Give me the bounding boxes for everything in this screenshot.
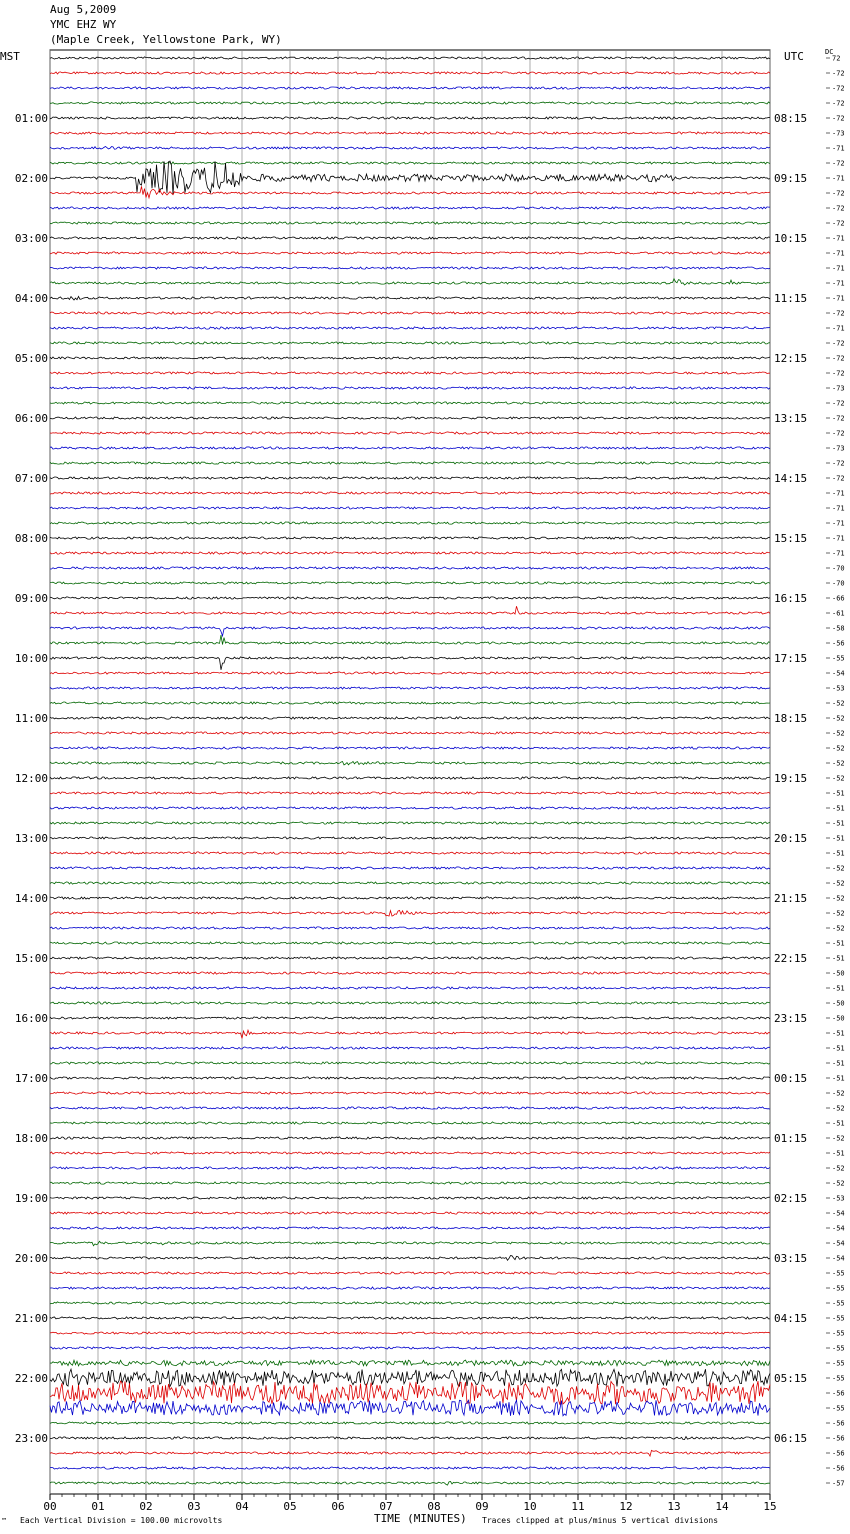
trace-row-70 (50, 1107, 770, 1109)
dc-offset-label: -72 (832, 69, 845, 78)
right-hour-label: 20:15 (774, 832, 808, 845)
dc-offset-label: -56 (832, 1419, 845, 1428)
trace-row-12 (50, 237, 770, 239)
trace-row-22 (50, 387, 770, 389)
dc-offset-label: -52 (832, 759, 845, 768)
dc-offset-label: -72 (832, 399, 845, 408)
trace-row-29 (50, 492, 770, 494)
dc-offset-label: -51 (832, 819, 845, 828)
dc-offset-label: -53 (832, 1194, 845, 1203)
x-tick-label: 07 (379, 1500, 393, 1513)
left-hour-label: 04:00 (14, 292, 48, 305)
dc-offset-label: -52 (832, 1089, 845, 1098)
trace-row-56 (50, 897, 770, 899)
trace-row-1 (50, 72, 770, 74)
dc-offset-label: -55 (832, 1299, 845, 1308)
trace-row-82 (50, 1287, 770, 1289)
right-hour-label: 05:15 (774, 1372, 808, 1385)
dc-offset-label: -51 (832, 804, 845, 813)
trace-row-38 (50, 627, 770, 636)
dc-offset-label: -55 (832, 1359, 845, 1368)
trace-row-20 (50, 357, 770, 359)
right-hour-label: 21:15 (774, 892, 808, 905)
right-hour-label: 23:15 (774, 1012, 808, 1025)
trace-row-45 (50, 732, 770, 734)
right-hour-label: 02:15 (774, 1192, 808, 1205)
trace-row-27 (50, 462, 770, 464)
dc-offset-label: -52 (832, 1104, 845, 1113)
left-hour-label: 08:00 (14, 532, 48, 545)
dc-offset-label: -54 (832, 1224, 845, 1233)
x-tick-label: 09 (475, 1500, 489, 1513)
trace-row-28 (50, 477, 770, 479)
trace-row-40 (50, 657, 770, 670)
right-hour-label: 17:15 (774, 652, 808, 665)
dc-offset-label: -52 (832, 879, 845, 888)
trace-row-2 (50, 87, 770, 89)
dc-offset-label: -54 (832, 1209, 845, 1218)
dc-offset-label: -72 (832, 99, 845, 108)
x-tick-label: 00 (43, 1500, 57, 1513)
dc-offset-label: -71 (832, 279, 845, 288)
right-hour-label: 10:15 (774, 232, 808, 245)
dc-offset-label: -71 (832, 534, 845, 543)
dc-offset-label: -51 (832, 1119, 845, 1128)
dc-offset-label: -72 (832, 189, 845, 198)
trace-row-0 (50, 57, 770, 59)
dc-offset-label: -71 (832, 234, 845, 243)
dc-offset-label: -71 (832, 294, 845, 303)
trace-row-36 (50, 597, 770, 599)
left-hour-label: 15:00 (14, 952, 48, 965)
trace-row-42 (50, 687, 770, 689)
right-hour-label: 22:15 (774, 952, 808, 965)
dc-offset-label: -71 (832, 489, 845, 498)
dc-offset-label: -52 (832, 774, 845, 783)
trace-row-3 (50, 102, 770, 104)
trace-row-30 (50, 507, 770, 509)
trace-row-8 (50, 161, 770, 195)
dc-offset-label: -72 (832, 159, 845, 168)
left-hour-label: 07:00 (14, 472, 48, 485)
trace-row-64 (50, 1017, 770, 1019)
dc-offset-label: -53 (832, 684, 845, 693)
trace-row-41 (50, 672, 770, 674)
trace-row-35 (50, 582, 770, 584)
trace-row-73 (50, 1152, 770, 1154)
dc-offset-label: -51 (832, 1059, 845, 1068)
dc-offset-label: -72 (832, 84, 845, 93)
trace-row-78 (50, 1227, 770, 1229)
x-tick-label: 04 (235, 1500, 249, 1513)
right-hour-label: 18:15 (774, 712, 808, 725)
right-hour-label: 16:15 (774, 592, 808, 605)
dc-offset-label: -51 (832, 834, 845, 843)
dc-offset-label: -52 (832, 714, 845, 723)
x-tick-label: 15 (763, 1500, 777, 1513)
left-hour-label: 16:00 (14, 1012, 48, 1025)
trace-row-87 (50, 1360, 770, 1366)
left-hour-label: 23:00 (14, 1432, 48, 1445)
trace-row-61 (50, 972, 770, 974)
trace-row-59 (50, 942, 770, 944)
dc-offset-label: -55 (832, 1314, 845, 1323)
trace-row-7 (50, 162, 770, 164)
left-hour-label: 01:00 (14, 112, 48, 125)
dc-offset-label: -52 (832, 864, 845, 873)
left-hour-label: 12:00 (14, 772, 48, 785)
dc-offset-label: -51 (832, 789, 845, 798)
right-timezone-label: UTC (784, 50, 804, 63)
dc-offset-label: -50 (832, 999, 845, 1008)
right-hour-label: 19:15 (774, 772, 808, 785)
right-hour-label: 12:15 (774, 352, 808, 365)
dc-offset-label: -56 (832, 1389, 845, 1398)
dc-offset-label: -71 (832, 549, 845, 558)
trace-row-5 (50, 132, 770, 134)
dc-offset-label: -52 (832, 924, 845, 933)
trace-row-44 (50, 717, 770, 719)
trace-row-69 (50, 1092, 770, 1094)
trace-row-31 (50, 522, 770, 524)
trace-row-54 (50, 867, 770, 869)
trace-row-11 (50, 222, 770, 224)
dc-offset-label: -56 (832, 639, 845, 648)
dc-offset-label: -71 (832, 264, 845, 273)
trace-row-47 (50, 762, 770, 765)
dc-offset-label: -51 (832, 984, 845, 993)
trace-row-4 (50, 117, 770, 119)
trace-row-63 (50, 1002, 770, 1004)
trace-row-46 (50, 747, 770, 749)
x-tick-label: 05 (283, 1500, 297, 1513)
dc-offset-header: DC (825, 48, 834, 56)
dc-offset-label: -51 (832, 1074, 845, 1083)
dc-offset-label: -73 (832, 384, 845, 393)
x-tick-label: 13 (667, 1500, 681, 1513)
dc-offset-label: -72 (832, 309, 845, 318)
dc-offset-label: -55 (832, 654, 845, 663)
trace-row-37 (50, 606, 770, 614)
dc-offset-label: -73 (832, 444, 845, 453)
dc-offset-label: -55 (832, 1344, 845, 1353)
trace-row-57 (50, 910, 770, 916)
trace-row-84 (50, 1317, 770, 1319)
trace-row-13 (50, 252, 770, 254)
dc-offset-label: -51 (832, 1044, 845, 1053)
dc-offset-label: -52 (832, 894, 845, 903)
dc-offset-label: -56 (832, 1449, 845, 1458)
station-code: YMC EHZ WY (50, 18, 117, 31)
dc-offset-label: -61 (832, 609, 845, 618)
dc-offset-label: 72 (832, 54, 841, 63)
left-hour-label: 18:00 (14, 1132, 48, 1145)
dc-offset-label: -55 (832, 1269, 845, 1278)
trace-row-10 (50, 207, 770, 209)
dc-offset-label: -50 (832, 969, 845, 978)
dc-offset-label: -52 (832, 1164, 845, 1173)
dc-offset-label: -55 (832, 1284, 845, 1293)
trace-row-33 (50, 552, 770, 554)
trace-row-86 (50, 1347, 770, 1349)
trace-row-81 (50, 1272, 770, 1274)
trace-row-79 (50, 1241, 770, 1245)
dc-offset-label: -72 (832, 219, 845, 228)
dc-offset-label: -52 (832, 1134, 845, 1143)
dc-offset-label: -55 (832, 1329, 845, 1338)
trace-row-91 (50, 1422, 770, 1424)
dc-offset-label: -71 (832, 519, 845, 528)
right-hour-label: 15:15 (774, 532, 808, 545)
left-hour-label: 20:00 (14, 1252, 48, 1265)
dc-offset-label: -52 (832, 1179, 845, 1188)
right-hour-label: 00:15 (774, 1072, 808, 1085)
trace-row-62 (50, 987, 770, 989)
dc-offset-label: -72 (832, 429, 845, 438)
dc-offset-label: -55 (832, 1374, 845, 1383)
x-tick-label: 02 (139, 1500, 153, 1513)
trace-row-60 (50, 957, 770, 959)
trace-row-75 (50, 1182, 770, 1184)
dc-offset-label: -51 (832, 849, 845, 858)
left-hour-label: 19:00 (14, 1192, 48, 1205)
left-hour-label: 11:00 (14, 712, 48, 725)
trace-row-85 (50, 1332, 770, 1334)
dc-offset-label: -54 (832, 1254, 845, 1263)
trace-row-26 (50, 447, 770, 449)
dc-offset-label: -51 (832, 939, 845, 948)
dc-offset-label: -52 (832, 909, 845, 918)
trace-row-68 (50, 1077, 770, 1079)
dc-offset-label: -56 (832, 1434, 845, 1443)
trace-row-6 (50, 147, 770, 150)
trace-row-89 (50, 1381, 770, 1405)
trace-row-83 (50, 1302, 770, 1304)
right-hour-label: 14:15 (774, 472, 808, 485)
dc-offset-label: -51 (832, 1029, 845, 1038)
left-hour-label: 21:00 (14, 1312, 48, 1325)
dc-offset-label: -51 (832, 1149, 845, 1158)
right-hour-label: 09:15 (774, 172, 808, 185)
dc-offset-label: -71 (832, 249, 845, 258)
trace-row-48 (50, 777, 770, 779)
trace-row-17 (50, 312, 770, 314)
trace-row-39 (50, 635, 770, 644)
dc-offset-label: -52 (832, 744, 845, 753)
chart-date: Aug 5,2009 (50, 3, 117, 16)
trace-row-58 (50, 927, 770, 929)
trace-row-21 (50, 372, 770, 374)
left-hour-label: 17:00 (14, 1072, 48, 1085)
x-axis-label: TIME (MINUTES) (374, 1512, 467, 1525)
trace-row-50 (50, 807, 770, 809)
x-tick-label: 12 (619, 1500, 633, 1513)
trace-row-93 (50, 1450, 770, 1456)
dc-offset-label: -58 (832, 624, 845, 633)
dc-offset-label: -72 (832, 459, 845, 468)
x-tick-label: 03 (187, 1500, 201, 1513)
trace-row-14 (50, 267, 770, 269)
trace-row-18 (50, 327, 770, 329)
right-hour-label: 03:15 (774, 1252, 808, 1265)
trace-row-34 (50, 567, 770, 569)
left-hour-label: 22:00 (14, 1372, 48, 1385)
right-hour-label: 13:15 (774, 412, 808, 425)
right-hour-label: 04:15 (774, 1312, 808, 1325)
trace-row-24 (50, 417, 770, 419)
dc-offset-label: -72 (832, 369, 845, 378)
trace-row-80 (50, 1256, 770, 1261)
x-tick-label: 06 (331, 1500, 345, 1513)
trace-row-67 (50, 1062, 770, 1064)
dc-offset-label: -72 (832, 114, 845, 123)
dc-offset-label: -52 (832, 729, 845, 738)
left-hour-label: 14:00 (14, 892, 48, 905)
dc-offset-label: -72 (832, 414, 845, 423)
trace-row-92 (50, 1437, 770, 1440)
dc-offset-label: -70 (832, 579, 845, 588)
dc-offset-label: -50 (832, 1014, 845, 1023)
dc-offset-label: -72 (832, 204, 845, 213)
trace-row-77 (50, 1212, 770, 1214)
dc-offset-label: -56 (832, 1464, 845, 1473)
left-hour-label: 13:00 (14, 832, 48, 845)
left-hour-label: 02:00 (14, 172, 48, 185)
left-hour-label: 09:00 (14, 592, 48, 605)
trace-row-16 (50, 296, 770, 300)
trace-row-90 (50, 1400, 770, 1416)
trace-row-76 (50, 1197, 770, 1199)
dc-offset-label: -55 (832, 1404, 845, 1413)
dc-offset-label: -71 (832, 144, 845, 153)
left-timezone-label: MST (0, 50, 20, 63)
x-tick-label: 08 (427, 1500, 441, 1513)
left-hour-label: 06:00 (14, 412, 48, 425)
x-tick-label: 10 (523, 1500, 537, 1513)
x-tick-label: 01 (91, 1500, 105, 1513)
trace-row-55 (50, 882, 770, 884)
clip-note: Traces clipped at plus/minus 5 vertical divisions (482, 1516, 719, 1525)
dc-offset-label: -51 (832, 954, 845, 963)
corner-mark: ™ (2, 1517, 7, 1525)
right-hour-label: 11:15 (774, 292, 808, 305)
dc-offset-label: -72 (832, 474, 845, 483)
trace-row-94 (50, 1467, 770, 1469)
trace-row-25 (50, 432, 770, 434)
dc-offset-label: -54 (832, 669, 845, 678)
dc-offset-label: -71 (832, 504, 845, 513)
trace-row-23 (50, 402, 770, 404)
trace-row-15 (50, 279, 770, 285)
dc-offset-label: -73 (832, 129, 845, 138)
dc-offset-label: -70 (832, 564, 845, 573)
trace-row-74 (50, 1167, 770, 1169)
trace-row-43 (50, 702, 770, 704)
dc-offset-label: -54 (832, 1239, 845, 1248)
trace-row-32 (50, 537, 770, 539)
dc-offset-label: -57 (832, 1479, 845, 1488)
trace-row-51 (50, 822, 770, 824)
trace-row-49 (50, 792, 770, 794)
dc-offset-label: -72 (832, 354, 845, 363)
dc-offset-label: -72 (832, 339, 845, 348)
left-hour-label: 10:00 (14, 652, 48, 665)
trace-row-95 (50, 1482, 770, 1486)
dc-offset-label: -71 (832, 174, 845, 183)
right-hour-label: 06:15 (774, 1432, 808, 1445)
trace-row-52 (50, 837, 770, 839)
scale-note: Each Vertical Division = 100.00 microvolts (20, 1516, 223, 1525)
dc-offset-label: -71 (832, 324, 845, 333)
trace-row-65 (50, 1030, 770, 1038)
right-hour-label: 01:15 (774, 1132, 808, 1145)
dc-offset-label: -52 (832, 699, 845, 708)
trace-row-66 (50, 1047, 770, 1049)
dc-offset-label: -66 (832, 594, 845, 603)
x-tick-label: 14 (715, 1500, 729, 1513)
trace-row-9 (50, 186, 770, 198)
station-location: (Maple Creek, Yellowstone Park, WY) (50, 33, 282, 46)
trace-row-72 (50, 1137, 770, 1139)
x-tick-label: 11 (571, 1500, 585, 1513)
right-hour-label: 08:15 (774, 112, 808, 125)
trace-row-19 (50, 342, 770, 344)
left-hour-label: 05:00 (14, 352, 48, 365)
left-hour-label: 03:00 (14, 232, 48, 245)
trace-row-71 (50, 1122, 770, 1124)
trace-row-53 (50, 852, 770, 854)
